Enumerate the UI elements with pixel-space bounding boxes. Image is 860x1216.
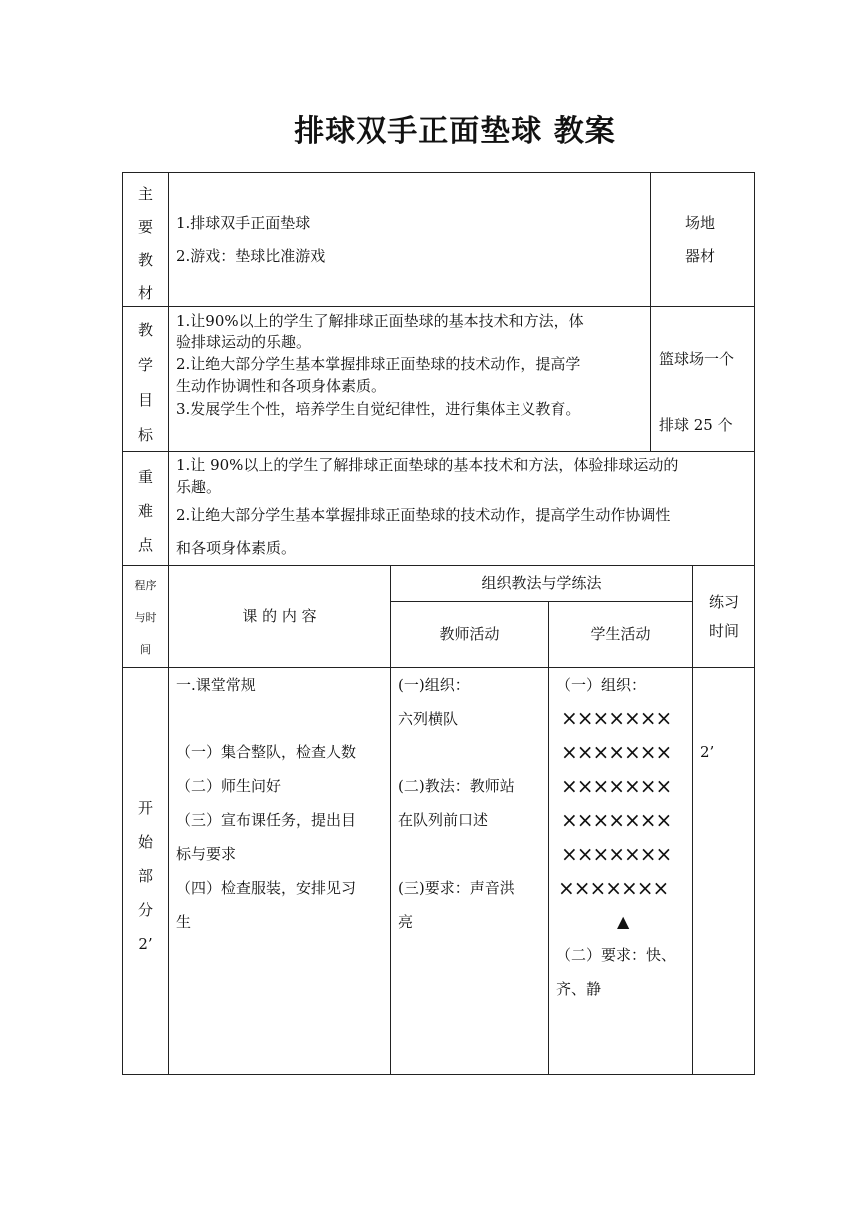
key-point-line: 2.让绝大部分学生基本掌握排球正面垫球的技术动作，提高学生动作协调性: [176, 506, 671, 524]
formation-row: ×××××××: [561, 842, 672, 866]
content-line: 标与要求: [176, 845, 237, 863]
main-material-item: 1.排球双手正面垫球: [176, 214, 311, 232]
formation-row: ×××××××: [558, 876, 669, 900]
row-divider: [122, 451, 755, 452]
teacher-line: 六列横队: [398, 710, 459, 728]
start-section-label: 开 始 部 分 2’: [137, 799, 153, 953]
formation-row: ×××××××: [561, 808, 672, 832]
col-divider: [548, 602, 549, 1075]
teacher-position-marker: ▲: [617, 912, 630, 931]
formation-row: ×××××××: [561, 740, 672, 764]
main-material-item: 2.游戏：垫球比准游戏: [176, 247, 326, 265]
key-point-line: 乐趣。: [176, 478, 222, 496]
content-line: （四）检查服装，安排见习: [176, 879, 357, 897]
col-divider: [168, 566, 169, 1075]
row-divider: [122, 565, 755, 566]
col-divider: [650, 172, 651, 452]
equipment-label: 器材: [685, 247, 716, 265]
teacher-line: (一)组织：: [398, 676, 470, 694]
content-line: （三）宣布课任务，提出目: [176, 811, 357, 829]
teacher-line: 在队列前口述: [398, 811, 489, 829]
teacher-line: (二)教法：教师站: [398, 777, 515, 795]
student-activity-header: 学生活动: [590, 625, 651, 643]
col-divider: [168, 172, 169, 566]
main-material-header: 主 要 教 材: [137, 185, 153, 302]
organization-header: 组织教法与学练法: [481, 574, 602, 592]
content-line: （二）师生问好: [176, 777, 282, 795]
formation-row: ×××××××: [561, 774, 672, 798]
row-divider: [390, 601, 693, 602]
teacher-activity-header: 教师活动: [439, 625, 500, 643]
row-divider: [122, 306, 755, 307]
key-points-header: 重 难 点: [137, 468, 153, 554]
student-org-heading: （一）组织：: [556, 676, 647, 694]
key-point-line: 和各项身体素质。: [176, 539, 297, 557]
practice-time-value: 2’: [700, 743, 715, 761]
lesson-content-header: 课 的 内 容: [242, 607, 317, 625]
teaching-goals-header: 教 学 目 标: [137, 321, 153, 444]
document-title: 排球双手正面垫球 教案: [294, 114, 616, 149]
content-line: 一.课堂常规: [176, 676, 256, 694]
venue-label: 场地: [685, 214, 716, 232]
teacher-line: (三)要求：声音洪: [398, 879, 515, 897]
equipment-court: 篮球场一个: [659, 350, 735, 368]
goal-line: 验排球运动的乐趣。: [176, 333, 312, 351]
goal-line: 生动作协调性和各项身体素质。: [176, 377, 387, 395]
equipment-balls: 排球 25 个: [659, 416, 733, 434]
teacher-line: 亮: [398, 913, 414, 931]
practice-time-header: 练习 时间: [708, 593, 739, 640]
content-line: （一）集合整队，检查人数: [176, 743, 357, 761]
goal-line: 1.让90%以上的学生了解排球正面垫球的基本技术和方法，体: [176, 312, 584, 330]
student-requirement-line: （二）要求：快、: [556, 946, 677, 964]
content-line: 生: [176, 913, 192, 931]
program-time-header: 程序 与时 间: [134, 579, 157, 656]
goal-line: 2.让绝大部分学生基本掌握排球正面垫球的技术动作，提高学: [176, 355, 581, 373]
student-requirement-line: 齐、静: [556, 980, 602, 998]
formation-row: ×××××××: [561, 706, 672, 730]
goal-line: 3.发展学生个性，培养学生自觉纪律性，进行集体主义教育。: [176, 400, 581, 418]
key-point-line: 1.让 90%以上的学生了解排球正面垫球的基本技术和方法，体验排球运动的: [176, 456, 679, 474]
row-divider: [122, 667, 755, 668]
